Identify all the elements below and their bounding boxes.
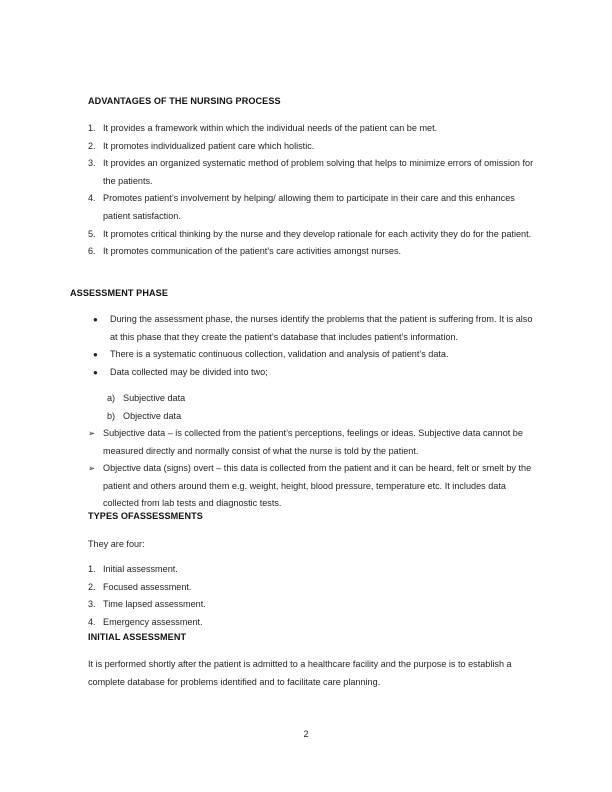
list-marker-3: 3. <box>88 158 96 169</box>
list-item <box>88 155 540 190</box>
list-item <box>93 346 540 364</box>
data-definitions-arrow-list <box>88 425 540 513</box>
arrow-bullet-icon: ➢ <box>88 463 96 474</box>
list-item-text: Time lapsed assessment. <box>103 599 206 610</box>
list-item-text: During the assessment phase, the nurses identify the problems that the patient is suffering from. It is also at this phase that they create the patient’s database that includes patient’s information. <box>110 314 533 342</box>
bullet-icon: ● <box>93 367 98 377</box>
heading-types-of-assessments: TYPES OFASSESSMENTS <box>88 511 203 521</box>
list-item-text: There is a systematic continuous collection, validation and analysis of patient’s data. <box>110 349 449 360</box>
list-item <box>107 390 540 408</box>
list-marker-b: b) <box>107 410 116 421</box>
list-item-text: Data collected may be divided into two; <box>110 366 268 377</box>
list-item-text: It provides a framework within which the individual needs of the patient can be met. <box>103 123 438 133</box>
list-item <box>88 120 540 138</box>
bullet-icon: ● <box>93 315 98 324</box>
types-intro-text: They are four: <box>88 539 145 549</box>
list-item-text: Subjective data <box>123 393 186 403</box>
list-marker-a: a) <box>107 393 116 403</box>
list-item <box>107 408 540 426</box>
arrow-bullet-icon: ➢ <box>88 428 96 438</box>
list-item-text: It provides an organized systematic method of problem solving that helps to minimize errors of omission for the patients. <box>103 158 534 186</box>
list-item <box>88 596 540 614</box>
list-item <box>88 425 540 460</box>
list-item <box>88 138 540 156</box>
advantages-numbered-list <box>88 120 540 261</box>
list-marker-4: 4. <box>88 616 96 627</box>
list-marker-3: 3. <box>88 599 96 610</box>
list-item-text: It promotes critical thinking by the nurse and they develop rationale for each activity they do for the patient. <box>103 228 532 239</box>
list-item-text: Subjective data – is collected from the patient’s perceptions, feelings or ideas. Subjective data cannot be measured directly and normally consist of what the nurse is told by the patient. <box>103 428 523 456</box>
assessment-bullet-list <box>93 311 540 381</box>
list-item <box>93 311 540 346</box>
list-item <box>88 579 540 597</box>
list-item <box>88 226 540 244</box>
list-item-text: Objective data (signs) overt – this data is collected from the patient and it can be heard, felt or smelt by the patient and others around them e.g. weight, height, blood pressure, temperature etc. It includes data collected from lab tests and diagnostic tests. <box>103 463 532 509</box>
list-item-text: It promotes communication of the patient’s care activities amongst nurses. <box>103 246 402 257</box>
list-marker-1: 1. <box>88 564 96 574</box>
types-of-assessments-numbered-list <box>88 561 540 631</box>
list-item-text: Initial assessment. <box>103 564 178 574</box>
list-item <box>93 364 540 382</box>
list-item-text: Focused assessment. <box>103 581 192 592</box>
list-marker-6: 6. <box>88 246 96 257</box>
list-marker-4: 4. <box>88 193 96 204</box>
list-item <box>88 460 540 513</box>
page-number: 2 <box>303 729 309 739</box>
list-marker-1: 1. <box>88 123 96 133</box>
list-item-text: Promotes patient’s involvement by helping/ allowing them to participate in their care and this enhances patient satisfaction. <box>103 193 515 221</box>
bullet-icon: ● <box>93 350 98 360</box>
list-marker-5: 5. <box>88 228 96 239</box>
list-item-text: It promotes individualized patient care which holistic. <box>103 140 315 151</box>
heading-advantages-of-the-nursing-process: ADVANTAGES OF THE NURSING PROCESS <box>88 96 281 106</box>
data-types-sub-list <box>107 390 540 425</box>
list-item-text: Objective data <box>123 410 182 421</box>
list-marker-2: 2. <box>88 581 96 592</box>
initial-assessment-body-text: It is performed shortly after the patient is admitted to a healthcare facility and the purpose is to establish a complete database for problems identified and to facilitate care planning. <box>88 659 512 687</box>
heading-initial-assessment: INITIAL ASSESSMENT <box>88 632 187 642</box>
list-item <box>88 561 540 579</box>
list-marker-2: 2. <box>88 140 96 151</box>
list-item <box>88 243 540 261</box>
list-item <box>88 614 540 632</box>
list-item-text: Emergency assessment. <box>103 616 203 627</box>
list-item <box>88 190 540 225</box>
heading-assessment-phase: ASSESSMENT PHASE <box>70 288 168 298</box>
